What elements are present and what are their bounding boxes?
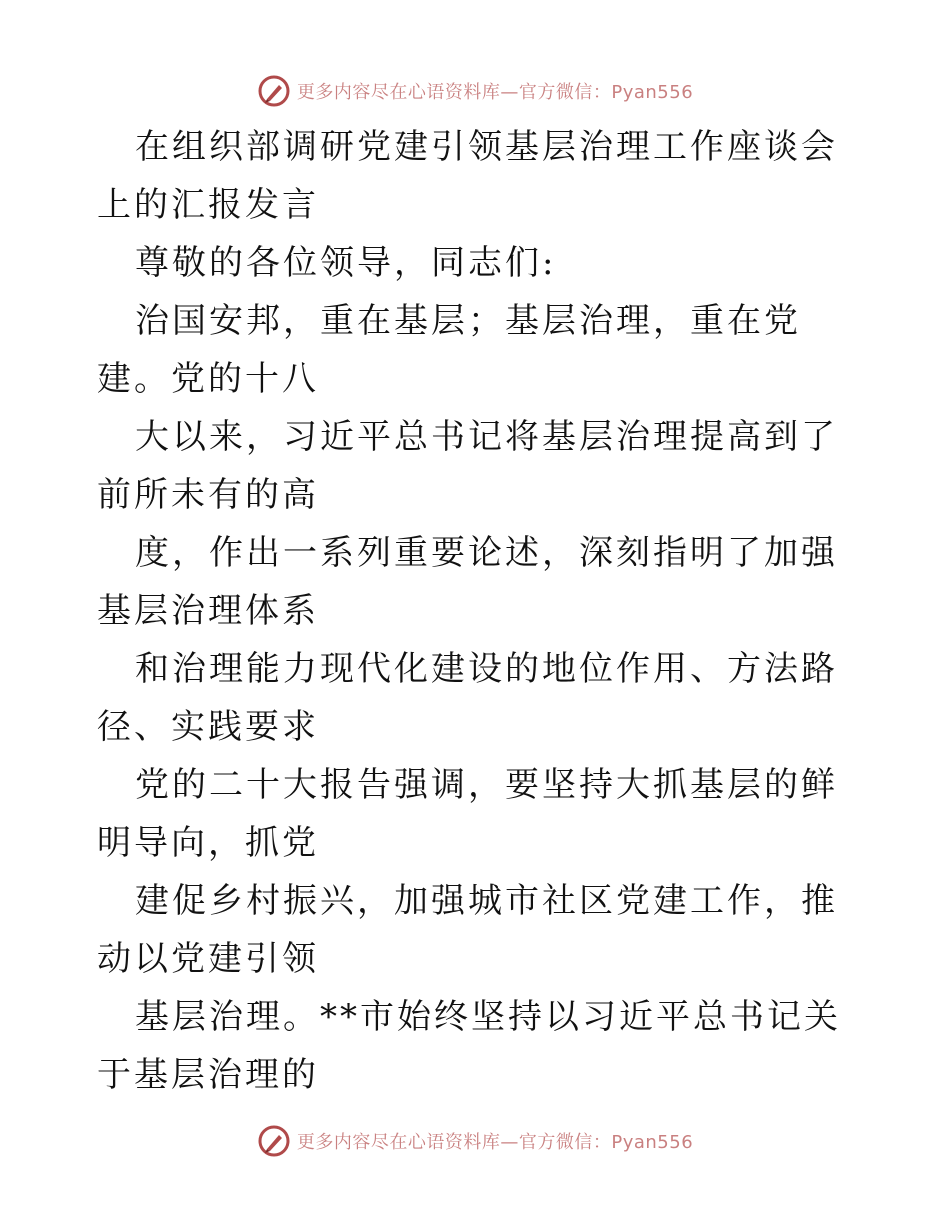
footer-watermark bbox=[0, 1121, 950, 1161]
salutation: 尊敬的各位领导，同志们: bbox=[135, 243, 557, 283]
paragraph: 党的二十大报告强调，要坚持大抓基层的鲜明导向，抓党 bbox=[97, 765, 838, 863]
paragraph: 基层治理。**市始终坚持以习近平总书记关于基层治理的 bbox=[97, 997, 841, 1095]
paragraph: 大以来，习近平总书记将基层治理提高到了前所未有的高 bbox=[97, 417, 838, 515]
document-body bbox=[97, 118, 857, 1104]
document-title: 在组织部调研党建引领基层治理工作座谈会上的汇报发言 bbox=[97, 127, 838, 225]
paragraph: 和治理能力现代化建设的地位作用、方法路径、实践要求 bbox=[97, 649, 838, 747]
watermark-text: 更多内容尽在心语资料库—官方微信：Pyan556 bbox=[296, 82, 694, 103]
header-watermark bbox=[0, 71, 950, 111]
paragraph: 治国安邦，重在基层；基层治理，重在党建。党的十八 bbox=[97, 301, 801, 399]
watermark-text: 更多内容尽在心语资料库—官方微信：Pyan556 bbox=[296, 1132, 694, 1153]
pen-logo-icon bbox=[257, 74, 291, 108]
pen-logo-icon bbox=[257, 1124, 291, 1158]
paragraph: 建促乡村振兴，加强城市社区党建工作，推动以党建引领 bbox=[97, 881, 838, 979]
paragraph: 度，作出一系列重要论述，深刻指明了加强基层治理体系 bbox=[97, 533, 838, 631]
